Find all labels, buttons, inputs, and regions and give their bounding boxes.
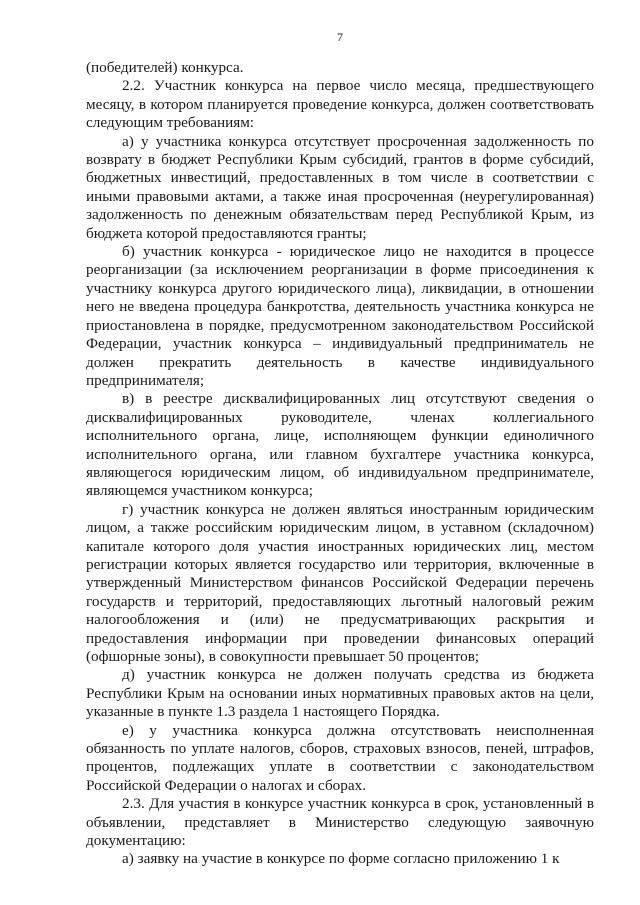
document-body [86, 59, 594, 869]
paragraph-2-2: 2.2. Участник конкурса на первое число месяца, предшествующего месяцу, в котором планируется проведение конкурса, должен соответствовать следующим требованиям: [86, 77, 594, 132]
paragraph-continuation: (победителей) конкурса. [86, 59, 244, 76]
paragraph-item-d: д) участник конкурса не должен получать средства из бюджета Республики Крым на основании иных нормативных правовых актов на цели, указанные в пункте 1.3 раздела 1 настоящего Порядка. [86, 666, 594, 721]
paragraph-2-3: 2.3. Для участия в конкурсе участник конкурса в срок, установленный в объявлении, представляет в Министерство следующую заявочную документацию: [86, 795, 594, 850]
paragraph-item-g: г) участник конкурса не должен являться иностранным юридическим лицом, а также российским юридическим лицом, в уставном (складочном) капитале которого доля участия иностранных юридических лиц, местом регистрации которых является государство или территория, включенные в утвержденный Министерством финансов Российской Федерации перечень государств и территорий, предоставляющих льготный налоговый режим налогообложения и (или) не предусматривающих раскрытия и предоставления информации при проведении финансовых операций (офшорные зоны), в совокупности превышает 50 процентов; [86, 500, 594, 665]
paragraph-item-e: е) у участника конкурса должна отсутствовать неисполненная обязанность по уплате налогов, сборов, страховых взносов, пеней, штрафов, процентов, подлежащих уплате в соответствии с законодательством Российской Федерации о налогах и сборах. [86, 721, 594, 794]
paragraph-item-v: в) в реестре дисквалифицированных лиц отсутствуют сведения о дисквалифицированных руководителе, членах коллегиального исполнительного органа, лице, исполняющем функции единоличного исполнительного органа, или главном бухгалтере участника конкурса, являющегося юридическим лицом, об индивидуальном предпринимателе, являющемся участником конкурса; [86, 390, 594, 500]
paragraph-item-b: б) участник конкурса - юридическое лицо не находится в процессе реорганизации (за исключением реорганизации в форме присоединения к участнику конкурса другого юридического лица), ликвидации, в отношении него не введена процедура банкротства, деятельность участника конкурса не приостановлена в порядке, предусмотренном законодательством Российской Федерации, участник конкурса – индивидуальный предприниматель не должен прекратить деятельность в качестве индивидуального предпринимателя; [86, 243, 594, 389]
page-number: 7 [337, 30, 343, 44]
paragraph-item-a: а) у участника конкурса отсутствует просроченная задолженность по возврату в бюджет Республики Крым субсидий, грантов в форме субсидий, бюджетных инвестиций, предоставленных в том числе в соответствии с иными правовыми актами, а также иная просроченная (неурегулированная) задолженность по денежным обязательствам перед Республикой Крым, из бюджета которой предоставляются гранты; [86, 132, 594, 242]
paragraph-2-3-item-a: а) заявку на участие в конкурсе по форме согласно приложению 1 к [122, 850, 560, 868]
